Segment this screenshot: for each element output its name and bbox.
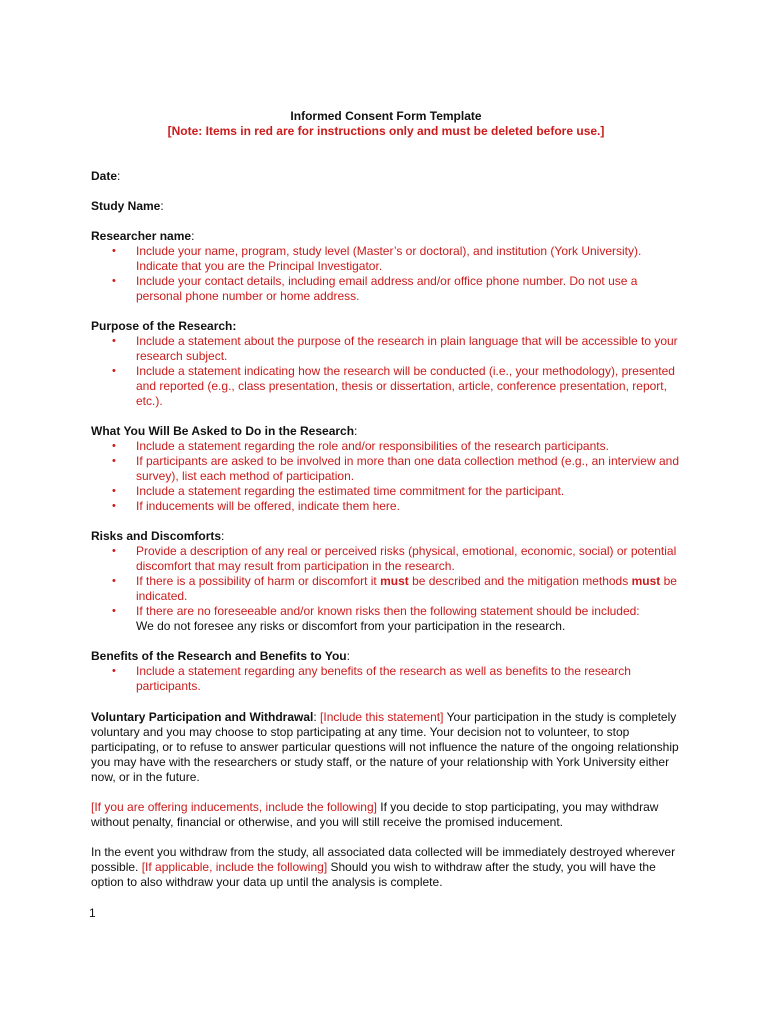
benefits-list [91,664,681,694]
asked-heading: What You Will Be Asked to Do in the Research [91,424,355,438]
list-item-text: Include a statement regarding the estimated time commitment for the participant. [136,484,565,498]
inducements-instruction: [If you are offering inducements, include the following] [91,800,377,814]
bullet-icon: • [112,545,116,557]
voluntary-sep: : [313,710,321,724]
asked-colon: : [354,424,358,438]
list-item-text: Include your contact details, including email address and/or office phone number. Do not use a personal phone number or home address. [136,274,638,303]
document-body [91,109,681,890]
researcher-heading: Researcher name [91,229,192,243]
list-item-text: If there is a possibility of harm or discomfort it [136,574,381,588]
researcher-section [91,229,681,304]
risks-heading: Risks and Discomforts [91,529,222,543]
list-item-text: Provide a description of any real or perceived risks (physical, emotional, economic, social) or potential discomfort that may result from participation in the research. [136,544,677,573]
list-item [91,664,681,694]
list-item-text: Include a statement regarding any benefits of the research as well as benefits to the research participants. [136,664,631,693]
bullet-icon: • [112,245,116,257]
bullet-icon: • [112,605,116,617]
bullet-icon: • [112,575,116,587]
document-title: Informed Consent Form Template [290,109,482,123]
list-item [91,439,681,454]
withdraw-paragraph [91,845,681,890]
date-colon: : [117,169,121,183]
list-item-text: If there are no foreseeable and/or known risks then the following statement should be included: [136,604,640,618]
asked-section [91,424,681,514]
list-item [91,499,681,514]
voluntary-paragraph [91,710,681,785]
risks-section [91,529,681,634]
benefits-heading-row [91,649,681,664]
list-item [91,274,681,304]
inducements-text: If you decide to stop participating, you may withdraw without penalty, financial or otherwise, and you will still receive the promised inducement. [91,800,659,829]
withdraw-text: In the event you withdraw from the study, all associated data collected will be immediately destroyed wherever possible. [91,845,676,874]
list-item-text: If inducements will be offered, indicate them here. [136,499,400,513]
list-item-text: Include a statement about the purpose of the research in plain language that will be accessible to your research subject. [136,334,678,363]
researcher-colon: : [191,229,195,243]
study-name-field [91,199,681,214]
asked-heading-row [91,424,681,439]
list-item [91,544,681,574]
researcher-list [91,244,681,304]
date-field [91,169,681,184]
list-item [91,364,681,409]
voluntary-text: Your participation in the study is completely voluntary and you may choose to stop participating at any time. Your decision not to volunteer, to stop participating, or to refuse to answer particular questions will not influence the nature of the ongoing relationship you may have with the researchers or study staff, or the nature of your relationship with York University either now, or in the future. [91,710,679,784]
list-item-text: be indicated. [136,574,677,603]
emphasis-must: must [631,574,661,588]
bullet-icon: • [112,275,116,287]
asked-list [91,439,681,514]
researcher-heading-row [91,229,681,244]
benefits-section [91,649,681,694]
study-name-label: Study Name [91,199,161,213]
withdraw-text: Should you wish to withdraw after the study, you will have the option to also withdraw your data up until the analysis is complete. [91,860,656,889]
study-name-colon: : [160,199,164,213]
voluntary-heading: Voluntary Participation and Withdrawal [91,710,314,724]
list-item [91,334,681,364]
list-item-text: If participants are asked to be involved in more than one data collection method (e.g., an interview and survey), list each method of participation. [136,454,679,483]
date-label: Date [91,169,118,183]
risk-statement: We do not foresee any risks or discomfort from your participation in the research. [136,619,566,633]
risks-heading-row [91,529,681,544]
purpose-heading: Purpose of the Research: [91,319,237,333]
benefits-heading: Benefits of the Research and Benefits to You [91,649,347,663]
bullet-icon: • [112,365,116,377]
bullet-icon: • [112,665,116,677]
risks-list [91,544,681,634]
list-item-text: Include your name, program, study level (Master’s or doctoral), and institution (York University). Indicate that you are the Principal Investigator. [136,244,642,273]
bullet-icon: • [112,455,116,467]
benefits-colon: : [346,649,350,663]
bullet-icon: • [112,335,116,347]
instruction-note: [Note: Items in red are for instructions only and must be deleted before use.] [167,124,605,138]
list-item-text: be described and the mitigation methods [408,574,632,588]
list-item [91,604,681,634]
list-item-text: Include a statement indicating how the research will be conducted (i.e., your methodology), presented and reported (e.g., class presentation, thesis or dissertation, article, conference presentation, report, etc.). [136,364,675,408]
bullet-icon: • [112,500,116,512]
purpose-section [91,319,681,409]
purpose-list [91,334,681,409]
bullet-icon: • [112,440,116,452]
emphasis-must: must [380,574,409,588]
list-item [91,244,681,274]
voluntary-instruction: [Include this statement] [320,710,444,724]
list-item [91,454,681,484]
list-item [91,484,681,499]
page-number: 1 [89,906,96,920]
list-item-text: Include a statement regarding the role and/or responsibilities of the research participants. [136,439,609,453]
bullet-icon: • [112,485,116,497]
withdraw-instruction: [If applicable, include the following] [141,860,328,874]
list-item [91,574,681,604]
risks-colon: : [221,529,225,543]
inducements-paragraph [91,800,681,830]
